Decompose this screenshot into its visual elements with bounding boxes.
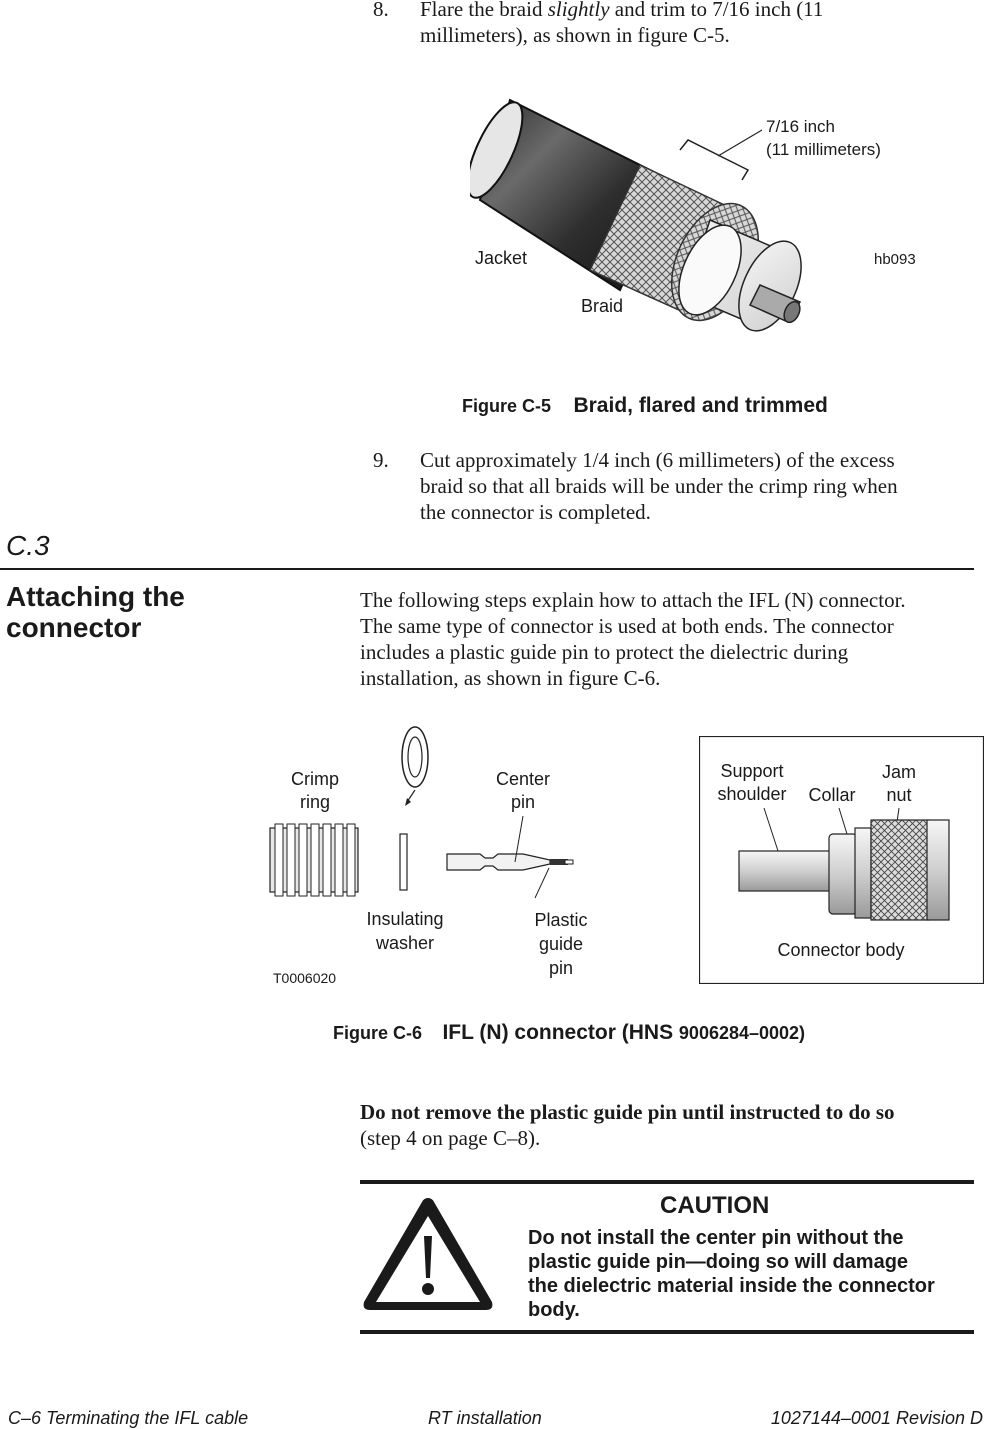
center-pin-shape (447, 816, 573, 898)
insulating-washer-shape (400, 727, 428, 890)
step-text-part: Cut approximately 1/4 inch (6 millimeters) of the excess (420, 448, 895, 472)
crimp-ring-label-1: Crimp (291, 769, 339, 789)
caution-line: Do not install the center pin without the (528, 1227, 904, 1249)
plastic-guide-pin-label-2: guide (538, 934, 584, 954)
connector-body-label: Connector body (777, 940, 905, 960)
crimp-ring-label-2: ring (299, 792, 331, 812)
figure-c6-caption (333, 1021, 805, 1045)
step-emphasis: slightly (547, 0, 610, 21)
paragraph-line: The same type of connector is used at both ends. The connector (360, 614, 894, 638)
paragraph-line: installation, as shown in figure C-6. (360, 666, 661, 690)
jam-nut-label-2: nut (886, 785, 912, 805)
center-pin-label-2: pin (510, 792, 536, 812)
footer-center: RT installation (428, 1408, 542, 1428)
step-text-part: and trim to 7/16 inch (11 (609, 0, 824, 21)
caption-number: Figure C-6 (333, 1023, 423, 1043)
section-divider (0, 568, 974, 570)
step-number: 9. (373, 448, 389, 472)
paragraph-line: The following steps explain how to attach the IFL (N) connector. (360, 588, 906, 612)
figure-code: T0006020 (273, 970, 337, 986)
footer-right: 1027144–0001 Revision D (770, 1408, 983, 1428)
section-heading (6, 581, 185, 643)
caption-number: Figure C-5 (462, 396, 552, 416)
note-paragraph (360, 1099, 895, 1151)
step-text (420, 0, 823, 48)
crimp-ring-shape (270, 824, 358, 896)
dimension-label-1: 7/16 inch (766, 117, 835, 136)
step-text (420, 447, 898, 525)
step-number: 8. (373, 0, 389, 21)
section-number: C.3 (6, 530, 50, 561)
dimension-bracket (680, 140, 748, 180)
caption-title-part: 9006284–0002) (678, 1023, 806, 1043)
insulating-washer-label-1: Insulating (366, 909, 444, 929)
dimension-label-2: (11 millimeters) (766, 140, 881, 159)
paragraph-line: includes a plastic guide pin to protect the dielectric during (360, 640, 849, 664)
note-normal: (step 4 on page C–8). (360, 1126, 541, 1150)
figure-code: hb093 (874, 251, 916, 268)
figure-c5-illustration (470, 90, 930, 350)
figure-c5-caption (462, 394, 828, 418)
step-text-part: braid so that all braids will be under the crimp ring when (420, 474, 898, 498)
jacket-label: Jacket (475, 248, 528, 268)
caption-title: Braid, flared and trimmed (573, 394, 828, 417)
caution-top-rule (360, 1180, 974, 1184)
footer-left: C–6 Terminating the IFL cable (8, 1408, 249, 1428)
braid-label: Braid (581, 296, 624, 316)
figure-c6-parts (265, 722, 595, 992)
step-text-part: Flare the braid (420, 0, 548, 21)
figure-c6-connector-body (699, 736, 984, 984)
caption-title (442, 1021, 805, 1044)
support-shoulder-label-1: Support (720, 761, 784, 781)
plastic-guide-pin-label-1: Plastic (534, 910, 588, 930)
section-paragraph (360, 587, 906, 691)
caution-line: plastic guide pin—doing so will damage (528, 1251, 909, 1273)
heading-line: Attaching the (6, 581, 185, 612)
caution-text (528, 1226, 935, 1322)
caution-line: body. (528, 1299, 580, 1321)
insulating-washer-label-2: washer (375, 933, 435, 953)
heading-line: connector (6, 612, 142, 643)
warning-icon (358, 1192, 498, 1316)
caution-bottom-rule (360, 1330, 974, 1334)
jam-nut-label-1: Jam (881, 762, 917, 782)
support-shoulder-label-2: shoulder (717, 784, 787, 804)
plastic-guide-pin-label-3: pin (548, 958, 574, 978)
caution-line: the dielectric material inside the connector (528, 1275, 935, 1297)
caution-title: CAUTION (660, 1192, 770, 1219)
caption-title-part: IFL (N) connector (HNS (442, 1021, 679, 1044)
note-bold: Do not remove the plastic guide pin until instructed to do so (360, 1100, 895, 1124)
center-pin-label-1: Center (495, 769, 551, 789)
step-text-part: the connector is completed. (420, 500, 651, 524)
collar-label: Collar (808, 785, 856, 805)
step-text-part: millimeters), as shown in figure C-5. (420, 23, 730, 47)
